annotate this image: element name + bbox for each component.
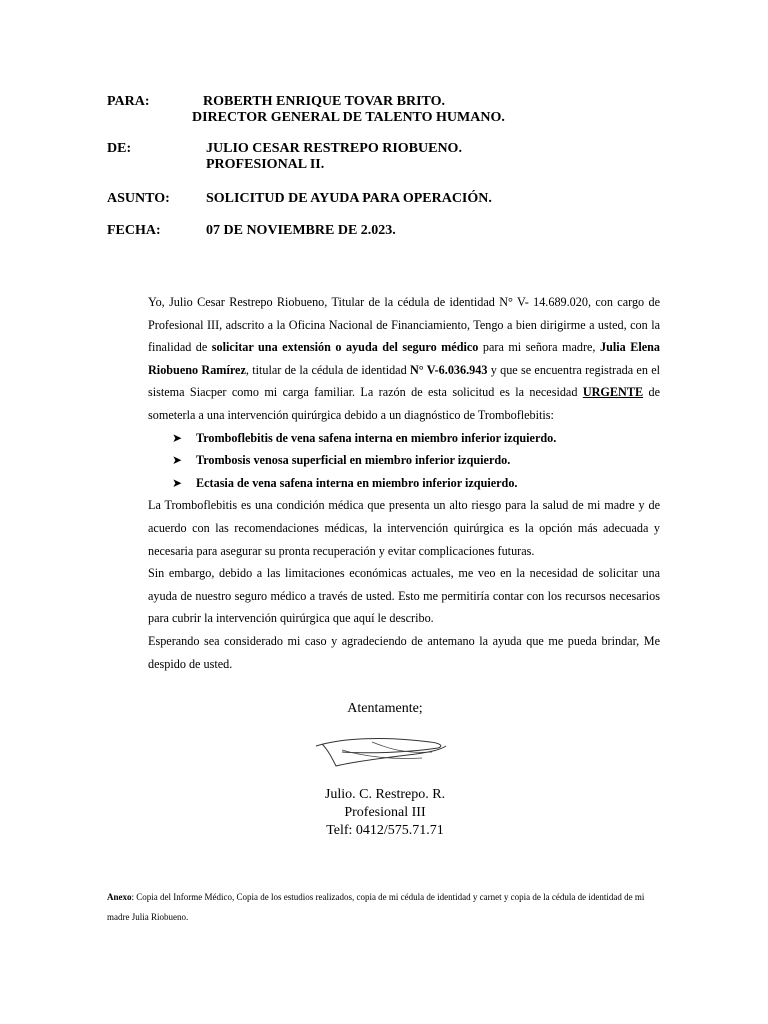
list-item [172,472,660,495]
arrowhead-bullet-icon: ➤ [172,430,183,445]
arrowhead-bullet-icon: ➤ [172,453,183,468]
signer-name: Julio. C. Restrepo. R. [324,787,446,802]
de-sender-name: JULIO CESAR RESTREPO RIOBUENO. [206,141,462,156]
annex-text: : Copia del Informe Médico, Copia de los estudios realizados, copia de mi cédula de identidad y carnet y copia de la cédula de identidad de mi madre Julia Riobueno. [107,892,645,922]
diagnosis-list [148,427,660,495]
annex-label: Anexo [107,892,132,902]
handwritten-signature [312,732,452,774]
diagnosis-text: Trombosis venosa superficial en miembro inferior izquierdo. [196,453,511,468]
p1-request-bold: solicitar una extensión o ayuda del seguro médico [211,340,479,355]
asunto-value: SOLICITUD DE AYUDA PARA OPERACIÓN. [206,191,492,206]
p1-text-c: para mi señora madre, [478,340,600,355]
para-recipient-title: DIRECTOR GENERAL DE TALENTO HUMANO. [192,110,505,125]
diagnosis-text: Ectasia de vena safena interna en miembro inferior izquierdo. [196,475,518,490]
list-item [172,449,660,472]
letter-body [148,291,660,675]
fecha-label: FECHA: [107,223,161,238]
p1-mother-name: Julia Elena Riobueno Ramírez [148,340,660,377]
annex-note [107,887,655,927]
de-label: DE: [107,141,132,156]
para-label: PARA: [107,94,150,109]
p1-text-i: de someterla a una intervención quirúrgica debido a un diagnóstico de Tromboflebitis: [148,385,660,422]
closing-greeting: Atentamente; [347,701,423,716]
paragraph-economic: Sin embargo, debido a las limitaciones económicas actuales, me veo en la necesidad de solicitar una ayuda de nuestro seguro médico a través de usted. Esto me permitiría contar con los recursos necesarios para cubrir la intervención quirúrgica que aquí le describo. [148,566,660,626]
signer-phone: Telf: 0412/575.71.71 [326,823,444,838]
paragraph-request [148,291,660,427]
signer-title: Profesional III [344,805,426,820]
paragraph-condition: La Tromboflebitis es una condición médica que presenta un alto riesgo para la salud de mi madre y de acuerdo con las recomendaciones médicas, la intervención quirúrgica es la opción más adecuada y necesaria para asegurar su pronta recuperación y evitar complicaciones futuras. [148,498,660,558]
list-item [172,427,660,450]
p1-text-e: , titular de la cédula de identidad [245,362,410,377]
paragraph-farewell: Esperando sea considerado mi caso y agradeciendo de antemano la ayuda que me pueda brindar, Me despido de usted. [148,633,660,671]
diagnosis-text: Tromboflebitis de vena safena interna en miembro inferior izquierdo. [196,430,557,445]
arrowhead-bullet-icon: ➤ [172,475,183,490]
p1-text-a: Yo, Julio Cesar Restrepo Riobueno, Titular de la cédula de identidad N° V- 14.689.020, con cargo de Profesional III, adscrito a la Oficina Nacional de Financiamiento, Tengo a bien dirigirme a usted, con la finalidad de [148,295,660,355]
p1-mother-id: N° V-6.036.943 [409,362,488,377]
p1-text-g: y que se encuentra registrada en el sistema Siacper como mi carga familiar. La razón de esta solicitud es la necesidad [148,362,661,400]
p1-urgente: URGENTE [582,385,644,400]
fecha-value: 07 DE NOVIEMBRE DE 2.023. [206,223,396,238]
para-recipient-name: ROBERTH ENRIQUE TOVAR BRITO. [203,94,445,109]
de-sender-title: PROFESIONAL II. [206,157,325,172]
asunto-label: ASUNTO: [107,191,170,206]
